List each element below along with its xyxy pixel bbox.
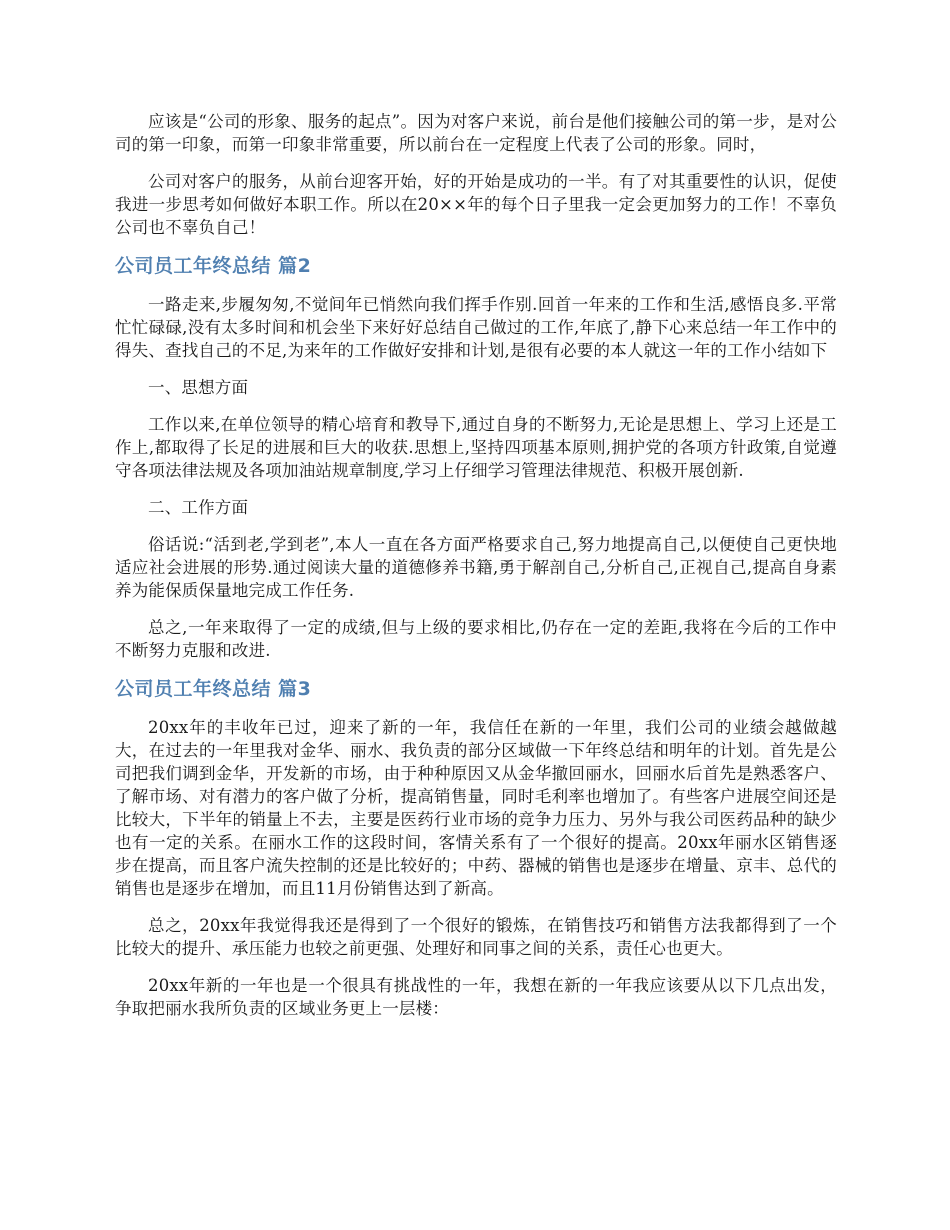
section-3-paragraph-3: 20xx年新的一年也是一个很具有挑战性的一年，我想在新的一年我应该要从以下几点出发，争取把丽水我所负责的区域业务更上一层楼： [115,976,837,1018]
section-2-heading: 公司员工年终总结 篇2 [115,255,312,277]
section-2-paragraph-3: 俗话说:“活到老,学到老”,本人一直在各方面严格要求自己,努力地提高自己,以便使自己更快地适应社会进展的形势.通过阅读大量的道德修养书籍,勇于解剖自己,分析自己,正视自己,提高自身素养为能保质保量地完成工作任务. [115,535,837,600]
section-2-subheading-1: 一、思想方面 [148,378,249,397]
section-3-heading: 公司员工年终总结 篇3 [115,678,312,700]
section-2-paragraph-4: 总之,一年来取得了一定的成绩,但与上级的要求相比,仍存在一定的差距,我将在今后的工作中不断努力克服和改进. [115,618,837,660]
section-3-paragraph-1: 20xx年的丰收年已过，迎来了新的一年，我信任在新的一年里，我们公司的业绩会越做越大，在过去的一年里我对金华、丽水、我负责的部分区域做一下年终总结和明年的计划。首先是公司把我们调到金华，开发新的市场，由于种种原因又从金华撤回丽水，回丽水后首先是熟悉客户、了解市场、对有潜力的客户做了分析，提高销售量，同时毛利率也增加了。有些客户进展空间还是比较大，下半年的销量上不去，主要是医药行业市场的竞争力压力、另外与我公司医药品种的缺少也有一定的关系。在丽水工作的这段时间，客情关系有了一个很好的提高。20xx年丽水区销售逐步在提高，而且客户流失控制的还是比较好的；中药、器械的销售也是逐步在增量、京丰、总代的销售也是逐步在增加，而且11月份销售达到了新高。 [115,718,837,898]
document-page [115,110,837,1034]
intro-paragraph-1: 应该是“公司的形象、服务的起点”。因为对客户来说，前台是他们接触公司的第一步，是对公司的第一印象，而第一印象非常重要，所以前台在一定程度上代表了公司的形象。同时， [115,112,837,154]
section-2-subheading-2: 二、工作方面 [148,498,249,517]
section-2-paragraph-2: 工作以来,在单位领导的精心培育和教导下,通过自身的不断努力,无论是思想上、学习上还是工作上,都取得了长足的进展和巨大的收获.思想上,坚持四项基本原则,拥护党的各项方针政策,自觉遵守各项法律法规及各项加油站规章制度,学习上仔细学习管理法律规范、积极开展创新. [115,415,837,480]
section-3-paragraph-2: 总之，20xx年我觉得我还是得到了一个很好的锻炼，在销售技巧和销售方法我都得到了一个比较大的提升、承压能力也较之前更强、处理好和同事之间的关系，责任心也更大。 [115,916,837,958]
intro-paragraph-2: 公司对客户的服务，从前台迎客开始，好的开始是成功的一半。有了对其重要性的认识，促使我进一步思考如何做好本职工作。所以在20××年的每个日子里我一定会更加努力的工作！不辜负公司也不辜负自己！ [115,172,837,237]
section-2-paragraph-1: 一路走来,步履匆匆,不觉间年已悄然向我们挥手作别.回首一年来的工作和生活,感悟良多.平常忙忙碌碌,没有太多时间和机会坐下来好好总结自己做过的工作,年底了,静下心来总结一年工作中的得失、查找自己的不足,为来年的工作做好安排和计划,是很有必要的本人就这一年的工作小结如下 [115,295,837,360]
